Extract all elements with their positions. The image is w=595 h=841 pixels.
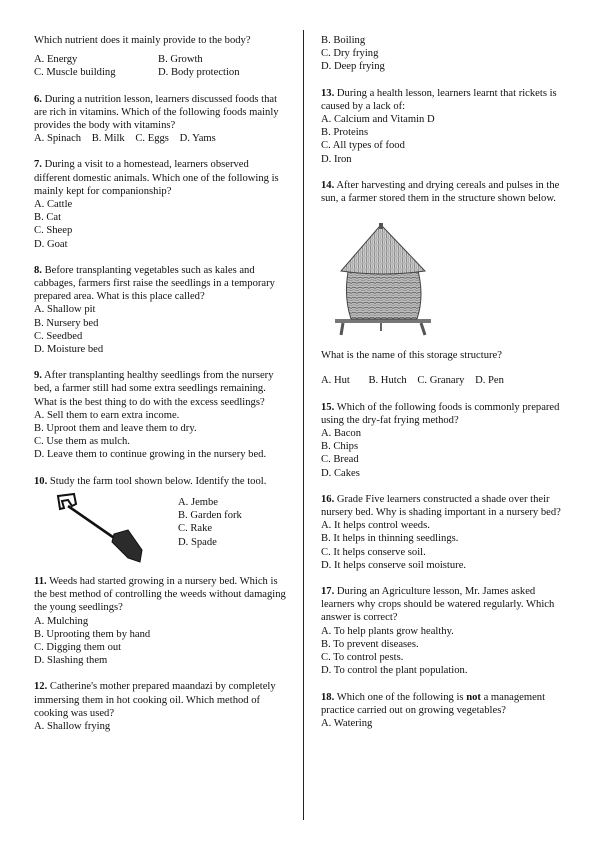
q18-stem-after: a management practice carried out on growing vegetables? xyxy=(321,691,546,716)
q5-option-b[interactable]: B. Growth xyxy=(158,54,203,66)
q12-number: 12. xyxy=(34,681,48,693)
q6-option-a[interactable]: A. Spinach xyxy=(34,133,82,145)
q14-question: What is the name of this storage structure? xyxy=(321,350,502,362)
q11-option-d[interactable]: D. Slashing them xyxy=(34,655,108,667)
q11-number: 11. xyxy=(34,575,47,587)
q14-option-a[interactable]: A. Hut xyxy=(321,375,350,387)
q8-option-a[interactable]: A. Shallow pit xyxy=(34,304,96,316)
column-divider xyxy=(303,30,304,820)
q15-stem: Which of the following foods is commonly prepared using the dry-fat frying method? xyxy=(321,401,560,426)
q10-number: 10. xyxy=(34,475,48,487)
right-column xyxy=(321,34,571,743)
q14-stem: After harvesting and drying cereals and pulses in the sun, a farmer stored them in the structure shown below. xyxy=(321,179,560,205)
q13-option-a[interactable]: A. Calcium and Vitamin D xyxy=(321,114,435,126)
q16-stem: Grade Five learners constructed a shade over their nursery bed. Why is shading important in a nursery bed? xyxy=(321,493,561,519)
q18-stem-bold: not xyxy=(466,691,481,703)
q8-option-c[interactable]: C. Seedbed xyxy=(34,330,83,342)
q10-option-d[interactable]: D. Spade xyxy=(178,536,217,548)
q5-option-a[interactable]: A. Energy xyxy=(34,54,78,66)
q17-option-c[interactable]: C. To control pests. xyxy=(321,652,404,664)
question-5 xyxy=(34,34,286,80)
q5-option-d[interactable]: D. Body protection xyxy=(158,67,240,79)
question-12-continued xyxy=(321,34,571,74)
left-column xyxy=(34,34,286,746)
q9-option-c[interactable]: C. Use them as mulch. xyxy=(34,436,130,448)
q17-option-a[interactable]: A. To help plants grow healthy. xyxy=(321,625,454,637)
q5-stem: Which nutrient does it mainly provide to the body? xyxy=(34,35,251,46)
q14-option-b[interactable]: B. Hutch xyxy=(368,375,407,387)
q10-option-b[interactable]: B. Garden fork xyxy=(178,510,242,522)
q12-option-b[interactable]: B. Boiling xyxy=(321,35,366,46)
q16-number: 16. xyxy=(321,493,335,505)
q8-stem: Before transplanting vegetables such as kales and cabbages, farmers first raise the seedlings in a temporary prepared area. What is this place called? xyxy=(34,264,275,303)
question-7 xyxy=(34,158,286,250)
q12-option-c[interactable]: C. Dry frying xyxy=(321,48,379,60)
question-9 xyxy=(34,369,286,461)
q15-option-c[interactable]: C. Bread xyxy=(321,454,359,466)
granary-image xyxy=(321,221,441,339)
spade-icon xyxy=(52,492,152,566)
question-17 xyxy=(321,585,571,677)
q8-option-d[interactable]: D. Moisture bed xyxy=(34,344,104,356)
q14-number: 14. xyxy=(321,179,335,191)
q7-number: 7. xyxy=(34,159,42,171)
q15-option-b[interactable]: B. Chips xyxy=(321,441,359,453)
q15-option-a[interactable]: A. Bacon xyxy=(321,428,362,440)
q17-option-d[interactable]: D. To control the plant population. xyxy=(321,665,468,677)
q7-option-c[interactable]: C. Sheep xyxy=(34,225,73,237)
q10-option-c[interactable]: C. Rake xyxy=(178,523,213,535)
q6-number: 6. xyxy=(34,93,42,105)
q18-number: 18. xyxy=(321,691,335,703)
q11-option-a[interactable]: A. Mulching xyxy=(34,615,89,627)
question-12 xyxy=(34,680,286,733)
q13-option-d[interactable]: D. Iron xyxy=(321,153,352,165)
q17-number: 17. xyxy=(321,586,335,598)
q11-option-b[interactable]: B. Uprooting them by hand xyxy=(34,628,151,640)
q12-option-d[interactable]: D. Deep frying xyxy=(321,61,385,73)
question-6 xyxy=(34,93,286,146)
q9-number: 9. xyxy=(34,370,42,382)
question-11 xyxy=(34,575,286,667)
q16-option-a[interactable]: A. It helps control weeds. xyxy=(321,520,430,532)
q13-number: 13. xyxy=(321,87,335,99)
q9-stem: After transplanting healthy seedlings from the nursery bed, a farmer still had some extra seedlings remaining. What is the best thing to do with the excess seedlings? xyxy=(34,370,274,408)
q14-option-d[interactable]: D. Pen xyxy=(475,375,504,387)
question-14 xyxy=(321,179,571,388)
q6-stem: During a nutrition lesson, learners discussed foods that are rich in vitamins. Which of the following foods mainly provides the body with vitamins? xyxy=(34,93,279,132)
q16-option-b[interactable]: B. It helps in thinning seedlings. xyxy=(321,533,459,545)
q15-option-d[interactable]: D. Cakes xyxy=(321,467,360,479)
q7-option-a[interactable]: A. Cattle xyxy=(34,199,73,211)
q12-stem: Catherine's mother prepared maandazi by completely immersing them in hot cooking oil. Which method of cooking was used? xyxy=(34,681,276,719)
q5-option-c[interactable]: C. Muscle building xyxy=(34,67,116,79)
question-15 xyxy=(321,401,571,480)
q13-option-b[interactable]: B. Proteins xyxy=(321,127,369,139)
q13-option-c[interactable]: C. All types of food xyxy=(321,140,405,152)
q11-option-c[interactable]: C. Digging them out xyxy=(34,641,122,653)
q9-option-a[interactable]: A. Sell them to earn extra income. xyxy=(34,409,180,421)
q17-option-b[interactable]: B. To prevent diseases. xyxy=(321,638,419,650)
q18-stem-before: Which one of the following is xyxy=(336,691,464,703)
q8-option-b[interactable]: B. Nursery bed xyxy=(34,317,99,329)
q12-option-a[interactable]: A. Shallow frying xyxy=(34,720,111,732)
q6-option-c[interactable]: C. Eggs xyxy=(135,133,169,145)
question-13 xyxy=(321,87,571,166)
q15-number: 15. xyxy=(321,401,335,413)
q6-option-b[interactable]: B. Milk xyxy=(91,133,125,145)
q11-stem: Weeds had started growing in a nursery bed. Which is the best method of controlling the weeds without damaging the young seedlings? xyxy=(34,575,286,614)
question-18 xyxy=(321,691,571,731)
q9-option-b[interactable]: B. Uproot them and leave them to dry. xyxy=(34,423,197,435)
q16-option-d[interactable]: D. It helps conserve soil moisture. xyxy=(321,559,467,571)
q17-stem: During an Agriculture lesson, Mr. James asked learners why crops should be watered regularly. Which answer is correct? xyxy=(321,586,555,624)
q16-option-c[interactable]: C. It helps conserve soil. xyxy=(321,546,426,558)
q7-option-b[interactable]: B. Cat xyxy=(34,212,62,224)
question-10 xyxy=(34,475,286,562)
q10-stem: Study the farm tool shown below. Identify the tool. xyxy=(49,475,267,487)
q13-stem: During a health lesson, learners learnt that rickets is caused by a lack of: xyxy=(321,87,557,112)
q6-option-d[interactable]: D. Yams xyxy=(179,133,216,145)
question-8 xyxy=(34,264,286,356)
q7-stem: During a visit to a homestead, learners observed different domestic animals. Which one of the following is mainly kept for companionship? xyxy=(34,159,279,197)
q18-option-a[interactable]: A. Watering xyxy=(321,717,373,729)
q7-option-d[interactable]: D. Goat xyxy=(34,238,68,250)
q8-number: 8. xyxy=(34,264,42,276)
question-16 xyxy=(321,493,571,572)
q14-option-c[interactable]: C. Granary xyxy=(417,375,465,387)
q10-option-a[interactable]: A. Jembe xyxy=(178,496,219,508)
q9-option-d[interactable]: D. Leave them to continue growing in the nursery bed. xyxy=(34,449,267,461)
